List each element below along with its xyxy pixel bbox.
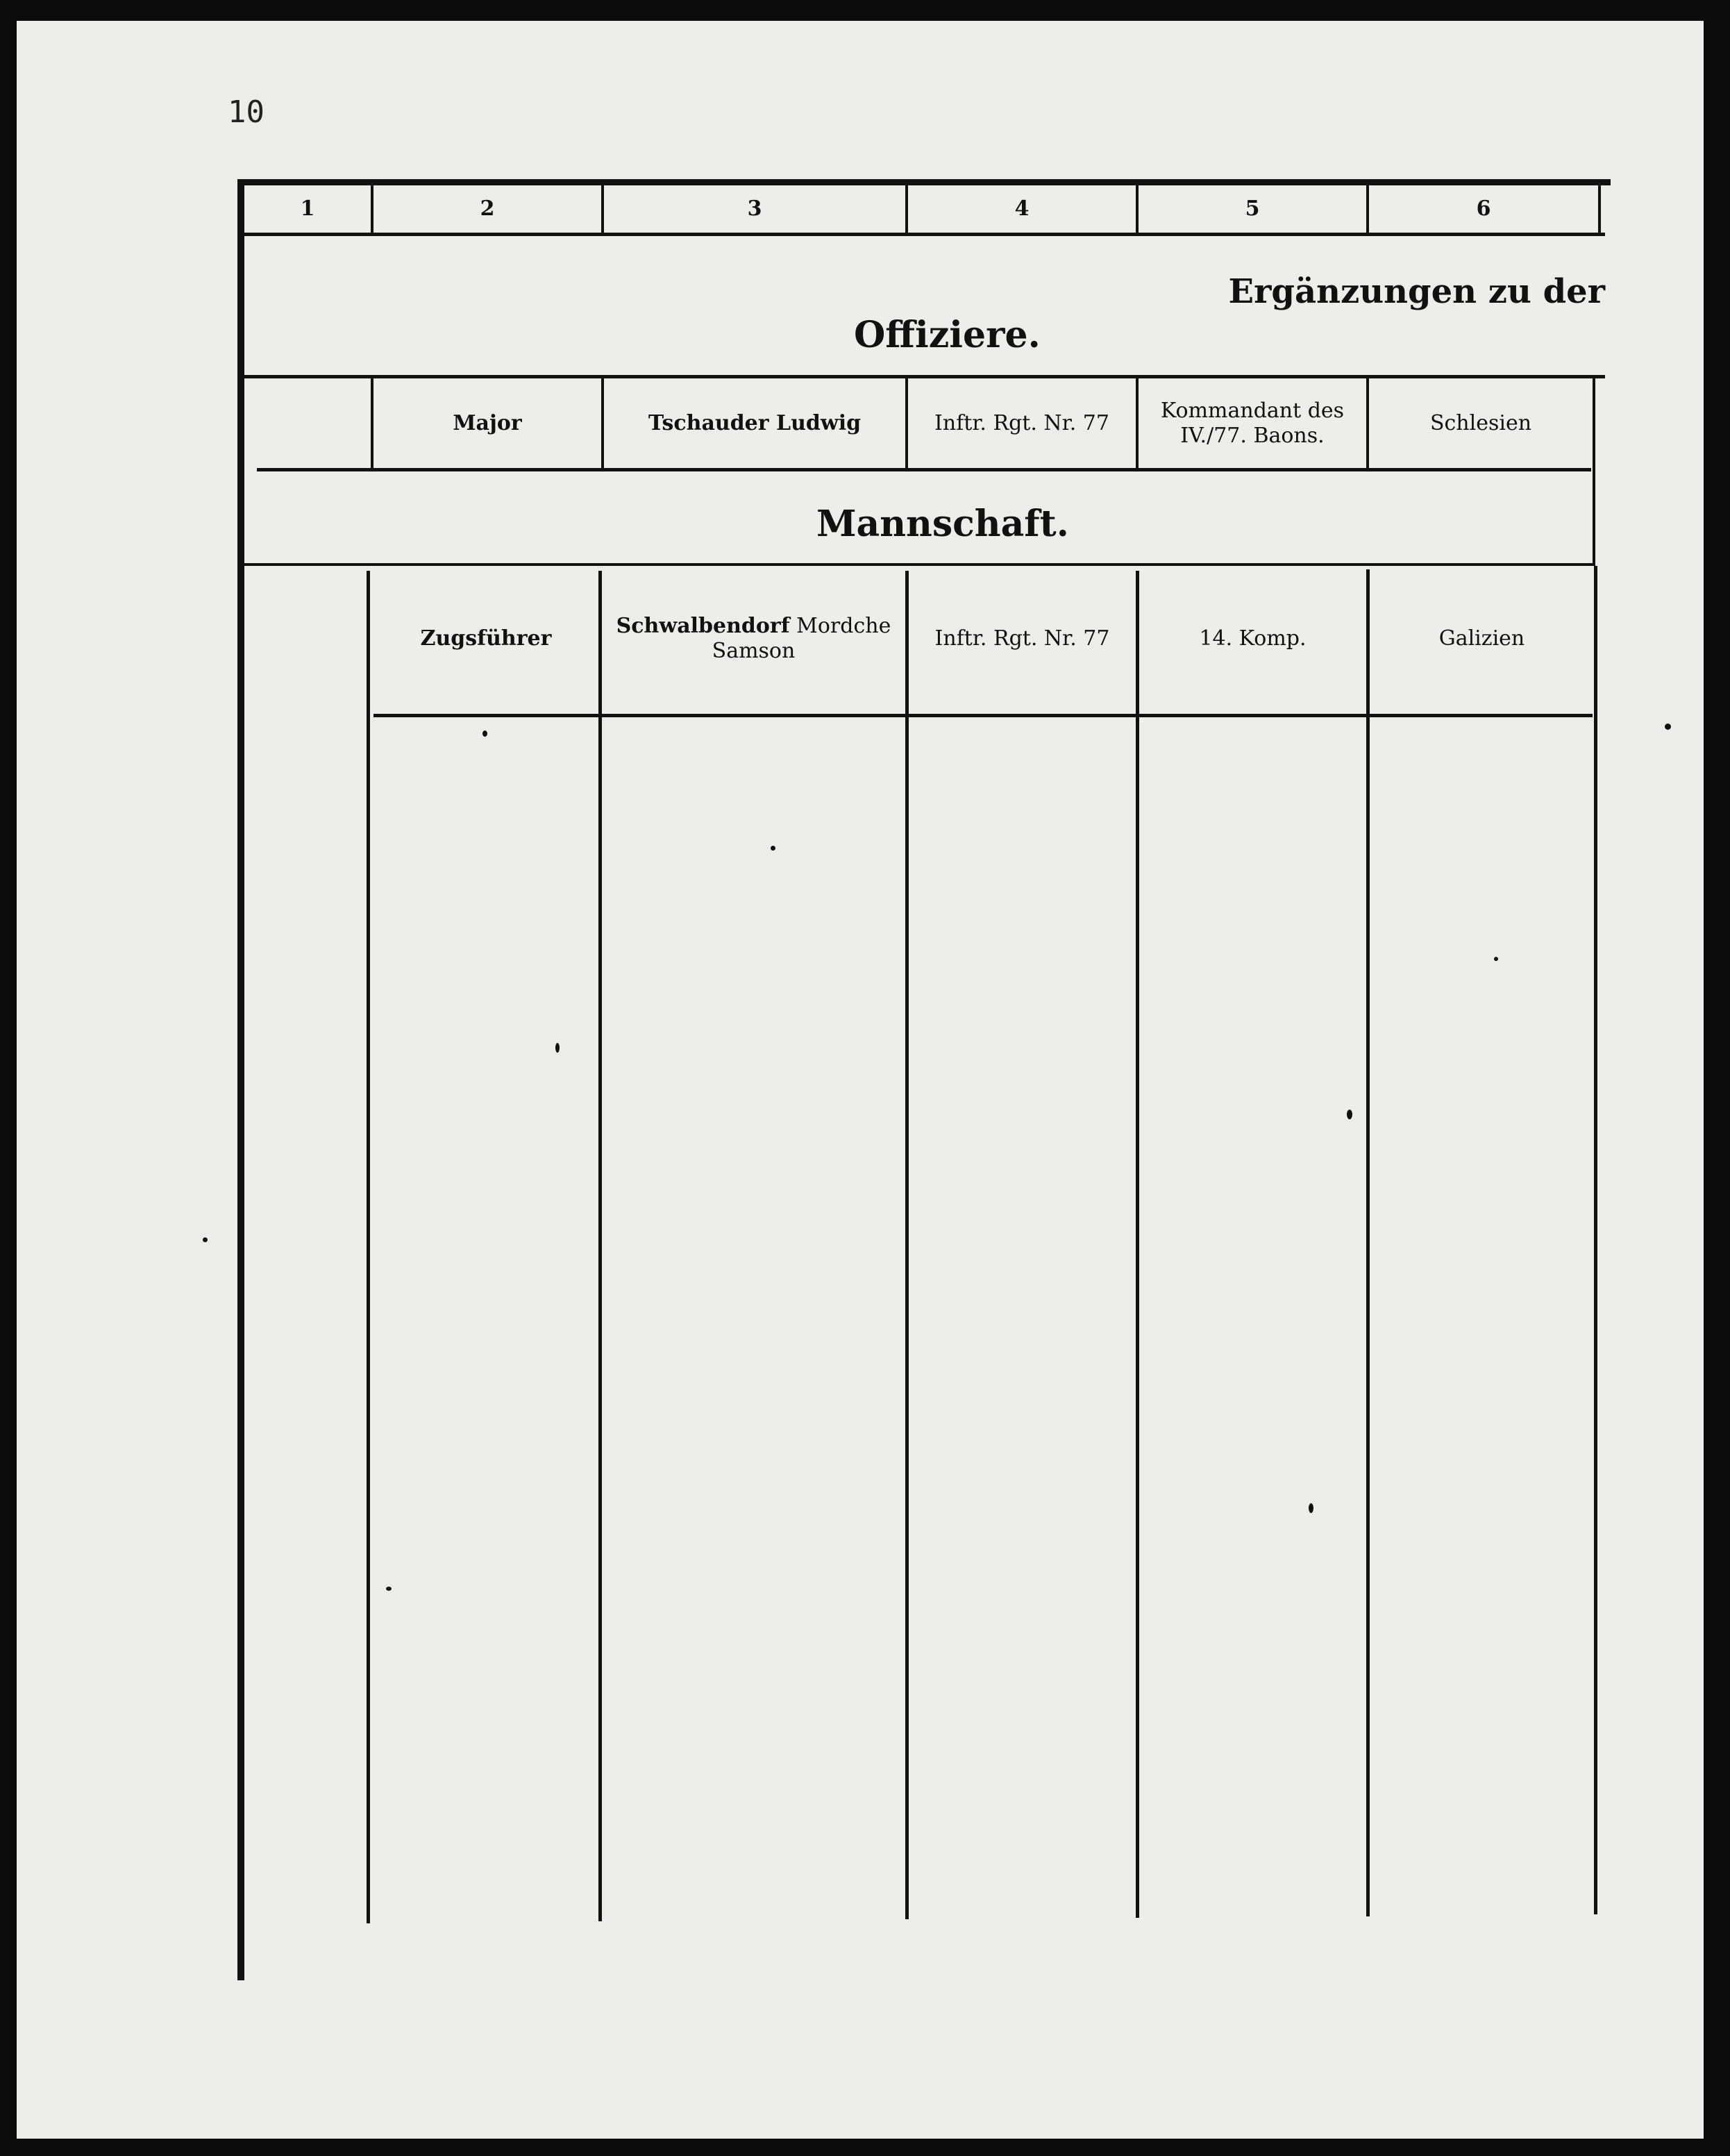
- officer-rank: Major: [453, 411, 522, 435]
- scan-speck: [1309, 1503, 1313, 1513]
- scan-speck: [1347, 1110, 1352, 1119]
- enlisted-unit: Inftr. Rgt. Nr. 77: [934, 626, 1110, 651]
- column-rule: [1136, 571, 1139, 1918]
- enlisted-rank: Zugsführer: [420, 626, 552, 651]
- scan-speck: [555, 1043, 560, 1053]
- enlisted-row-bottom-rule: [373, 714, 1593, 717]
- header-bottom-rule: [244, 233, 1605, 236]
- officers-right-rule: [1593, 378, 1595, 566]
- scan-speck: [482, 730, 487, 737]
- column-number-6: 6: [1476, 197, 1491, 221]
- table-left-rule: [237, 182, 244, 1980]
- enlisted-surname: Schwalbendorf: [616, 614, 790, 638]
- column-number-3: 3: [747, 197, 762, 221]
- column-rule: [598, 571, 602, 1921]
- enlisted-given-name: Mordche: [796, 614, 891, 638]
- column-rule: [1594, 566, 1597, 1914]
- scan-speck: [771, 846, 775, 851]
- scan-speck: [386, 1587, 392, 1591]
- column-rule: [905, 571, 909, 1919]
- officer-region: Schlesien: [1429, 411, 1532, 435]
- table-top-rule: [237, 179, 1611, 185]
- officer-unit: Inftr. Rgt. Nr. 77: [934, 411, 1109, 435]
- column-rule: [367, 571, 370, 1923]
- enlisted-name-line-2: Samson: [712, 639, 796, 663]
- officer-name: Tschauder Ludwig: [648, 411, 862, 435]
- enlisted-region: Galizien: [1438, 626, 1525, 651]
- column-number-5: 5: [1245, 197, 1260, 221]
- heading-continuation: Ergänzungen zu der: [1228, 272, 1605, 311]
- section-title-enlisted: Mannschaft.: [816, 503, 1069, 545]
- page-number: 10: [228, 94, 264, 130]
- scan-speck: [203, 1237, 208, 1242]
- scan-speck: [1665, 724, 1671, 730]
- section-title-officers: Offiziere.: [854, 314, 1041, 356]
- officer-function-line-2: IV./77. Baons.: [1180, 424, 1325, 448]
- enlisted-name: [602, 566, 905, 712]
- officer-function: [1139, 378, 1366, 469]
- officer-function-line-1: Kommandant des: [1160, 399, 1345, 423]
- enlisted-company: 14. Komp.: [1199, 626, 1307, 651]
- column-number-4: 4: [1014, 197, 1030, 221]
- column-rule: [1366, 569, 1370, 1916]
- column-number-2: 2: [480, 197, 495, 221]
- header-divider: [1598, 185, 1601, 235]
- column-number-1: 1: [300, 197, 315, 221]
- scan-speck: [1494, 957, 1498, 961]
